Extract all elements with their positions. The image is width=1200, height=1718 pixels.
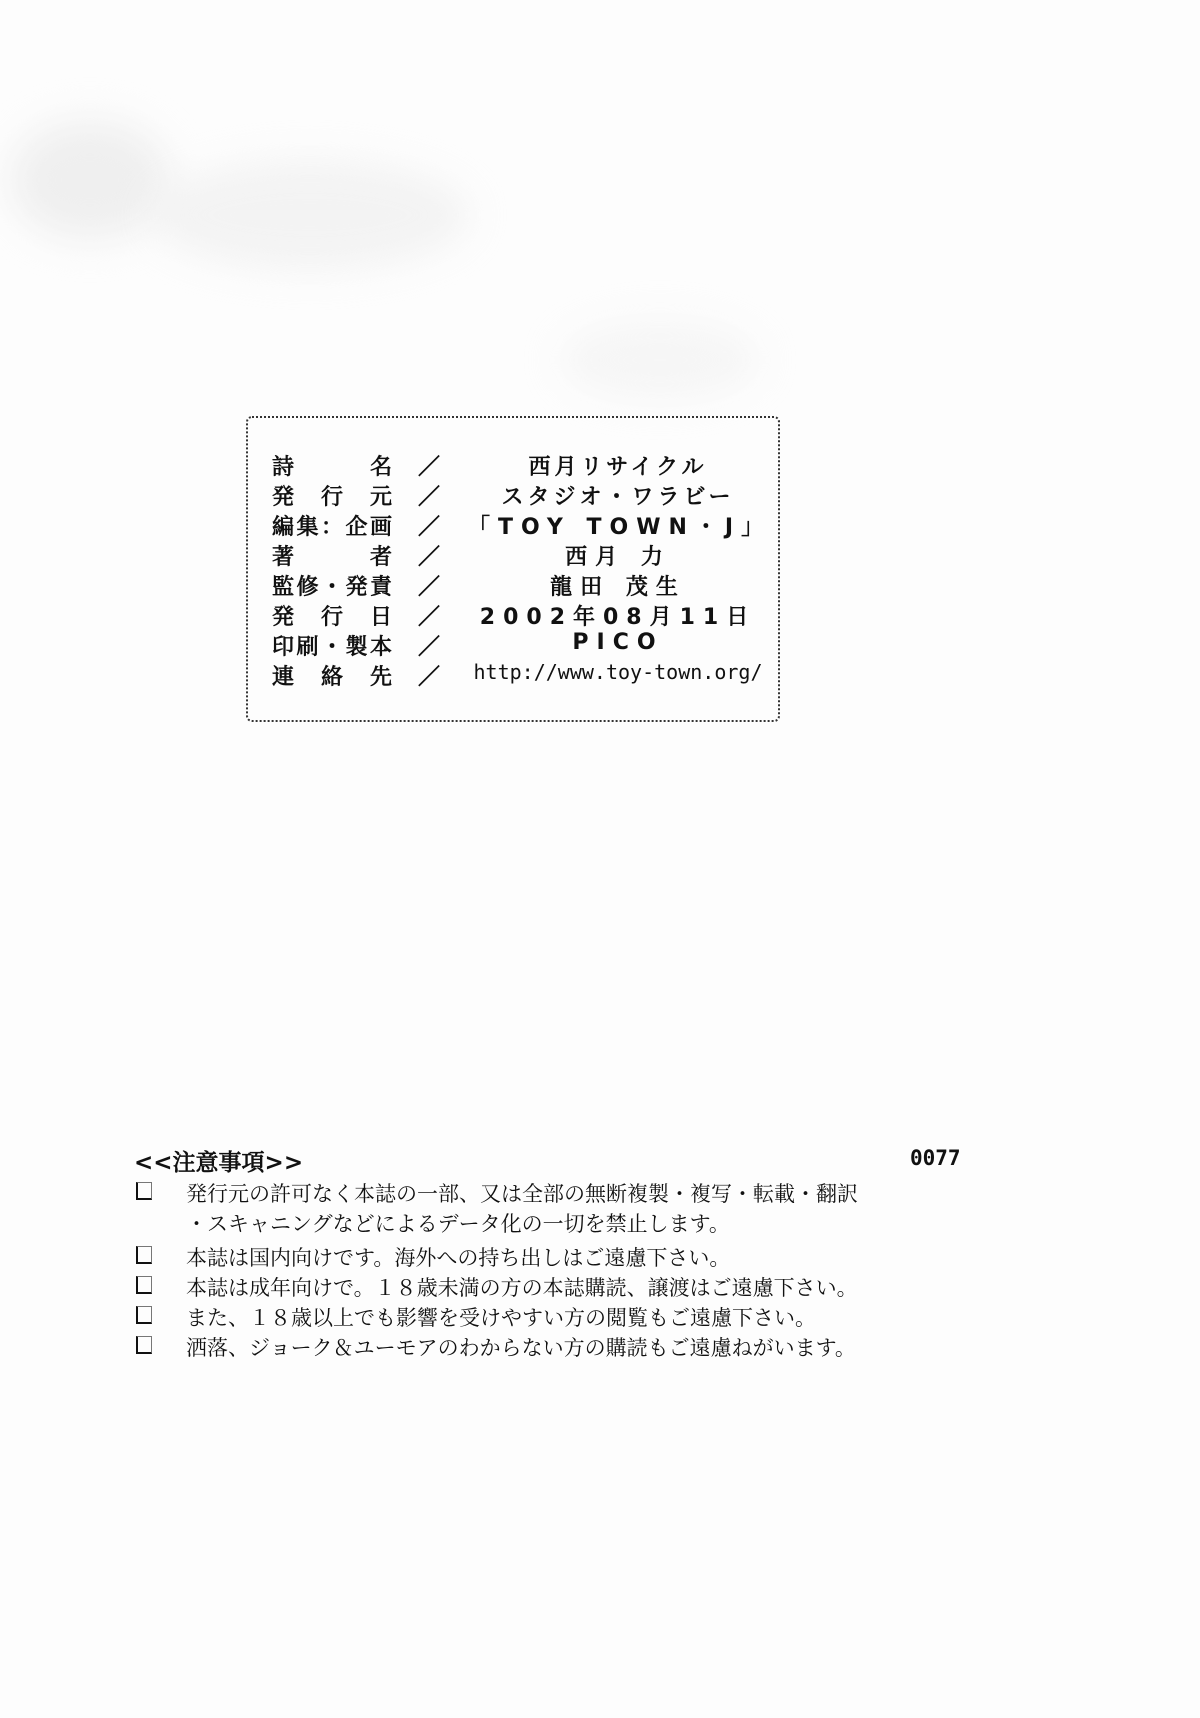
colophon-row-date [248, 600, 778, 630]
colophon-label: 連絡先 [272, 665, 394, 690]
note-text: 洒落、ジョーク＆ユーモアのわからない方の購読もご遠慮ねがいます。 [186, 1336, 856, 1360]
colophon-row-printing [248, 630, 778, 660]
colophon-label: 監修・発責 [272, 575, 394, 600]
colophon-row-editing [248, 510, 778, 540]
colophon-separator: ／ [418, 485, 441, 510]
colophon-separator: ／ [418, 605, 441, 630]
bleed-through-mark [10, 120, 170, 240]
colophon-separator: ／ [418, 455, 441, 480]
colophon-row-title [248, 450, 778, 480]
checkbox-icon [136, 1276, 152, 1294]
colophon-value: 2002年08月11日 [479, 605, 757, 630]
note-item [134, 1178, 964, 1240]
colophon-label: 著者 [272, 545, 394, 570]
colophon-separator: ／ [418, 515, 441, 540]
colophon-value: スタジオ・ワラビー [501, 485, 735, 510]
notes-heading: <<注意事項>> [134, 1150, 304, 1176]
checkbox-icon [136, 1336, 152, 1354]
colophon-value: 「TOY TOWN・J」 [468, 515, 772, 540]
colophon-label: 編集：企画 [272, 515, 394, 540]
colophon-label: 発行元 [272, 485, 394, 510]
note-text: また、１８歳以上でも影響を受けやすい方の閲覧もご遠慮下さい。 [186, 1306, 816, 1330]
colophon-value: 西月 力 [565, 545, 671, 570]
colophon-value: 龍田 茂生 [550, 575, 686, 600]
page-number: 0077 [910, 1146, 961, 1170]
checkbox-icon [136, 1246, 152, 1264]
note-text: 本誌は成年向けで。１８歳未満の方の本誌購読、譲渡はご遠慮下さい。 [186, 1276, 858, 1300]
colophon-label: 詩名 [272, 455, 394, 480]
colophon-row-publisher [248, 480, 778, 510]
colophon-row-author [248, 540, 778, 570]
colophon-value: PICO [572, 630, 664, 655]
note-text-continued: ・スキャニングなどによるデータ化の一切を禁止します。 [186, 1212, 730, 1236]
colophon-separator: ／ [418, 545, 441, 570]
bleed-through-mark [560, 320, 760, 400]
colophon-row-supervisor [248, 570, 778, 600]
note-text: 発行元の許可なく本誌の一部、又は全部の無断複製・複写・転載・翻訳 [186, 1182, 858, 1206]
checkbox-icon [136, 1306, 152, 1324]
colophon-separator: ／ [418, 575, 441, 600]
bleed-through-mark [150, 160, 470, 270]
colophon-label: 発行日 [272, 605, 394, 630]
colophon-box [246, 416, 780, 722]
colophon-row-contact [248, 660, 778, 690]
colophon-value: 西月リサイクル [528, 455, 708, 480]
note-text: 本誌は国内向けです。海外への持ち出しはご遠慮下さい。 [186, 1246, 731, 1270]
colophon-separator: ／ [418, 665, 441, 690]
contact-url: http://www.toy-town.org/ [473, 660, 763, 684]
colophon-separator: ／ [418, 635, 441, 660]
checkbox-icon [136, 1182, 152, 1200]
colophon-label: 印刷・製本 [272, 635, 394, 660]
